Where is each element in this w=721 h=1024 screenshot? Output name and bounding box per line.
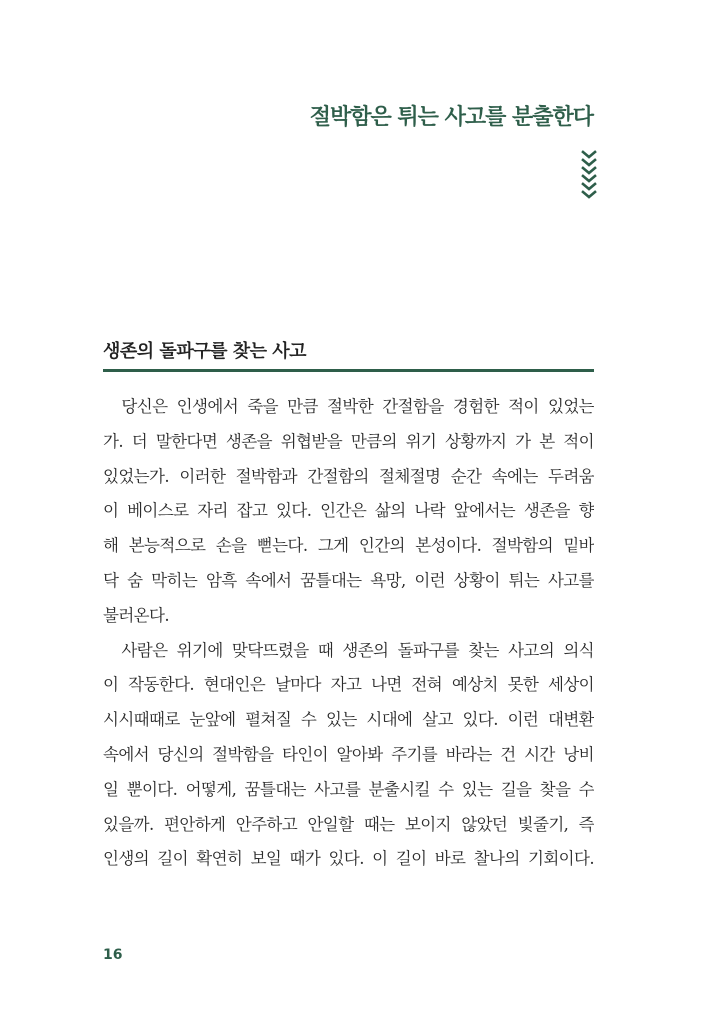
body-line: 있었는가. 이러한 절박함과 간절함의 절체절명 순간 속에는 두려움 <box>103 466 594 486</box>
chevron-down-stack-icon <box>580 150 598 200</box>
body-line: 있을까. 편안하게 안주하고 안일할 때는 보이지 않았던 빛줄기, 즉 <box>103 814 594 834</box>
chapter-title: 절박함은 튀는 사고를 분출한다 <box>309 105 593 130</box>
body-text <box>103 390 594 877</box>
body-line: 가. 더 말한다면 생존을 위협받을 만큼의 위기 상황까지 가 본 적이 <box>103 431 594 451</box>
body-line: 이 베이스로 자리 잡고 있다. 인간은 삶의 나락 앞에서는 생존을 향 <box>103 501 594 521</box>
section-title: 생존의 돌파구를 찾는 사고 <box>103 341 307 362</box>
body-line: 이 작동한다. 현대인은 날마다 자고 나면 전혀 예상치 못한 세상이 <box>103 675 594 695</box>
body-line: 닥 숨 막히는 암흑 속에서 꿈틀대는 욕망, 이런 상황이 튀는 사고를 <box>103 570 594 590</box>
body-line: 인생의 길이 확연히 보일 때가 있다. 이 길이 바로 찰나의 기회이다. <box>103 849 594 869</box>
body-line: 시시때때로 눈앞에 펼쳐질 수 있는 시대에 살고 있다. 이런 대변환 <box>103 710 594 730</box>
body-line: 해 본능적으로 손을 뻗는다. 그게 인간의 본성이다. 절박함의 밑바 <box>103 536 594 556</box>
body-line: 일 뿐이다. 어떻게, 꿈틀대는 사고를 분출시킬 수 있는 길을 찾을 수 <box>103 779 594 799</box>
page-number: 16 <box>103 947 123 963</box>
body-line: 불러온다. <box>103 605 170 625</box>
body-line: 사람은 위기에 맞닥뜨렸을 때 생존의 돌파구를 찾는 사고의 의식 <box>103 640 594 660</box>
section-divider <box>103 369 594 372</box>
body-line: 속에서 당신의 절박함을 타인이 알아봐 주기를 바라는 건 시간 낭비 <box>103 744 594 764</box>
body-line: 당신은 인생에서 죽을 만큼 절박한 간절함을 경험한 적이 있었는 <box>103 397 594 416</box>
